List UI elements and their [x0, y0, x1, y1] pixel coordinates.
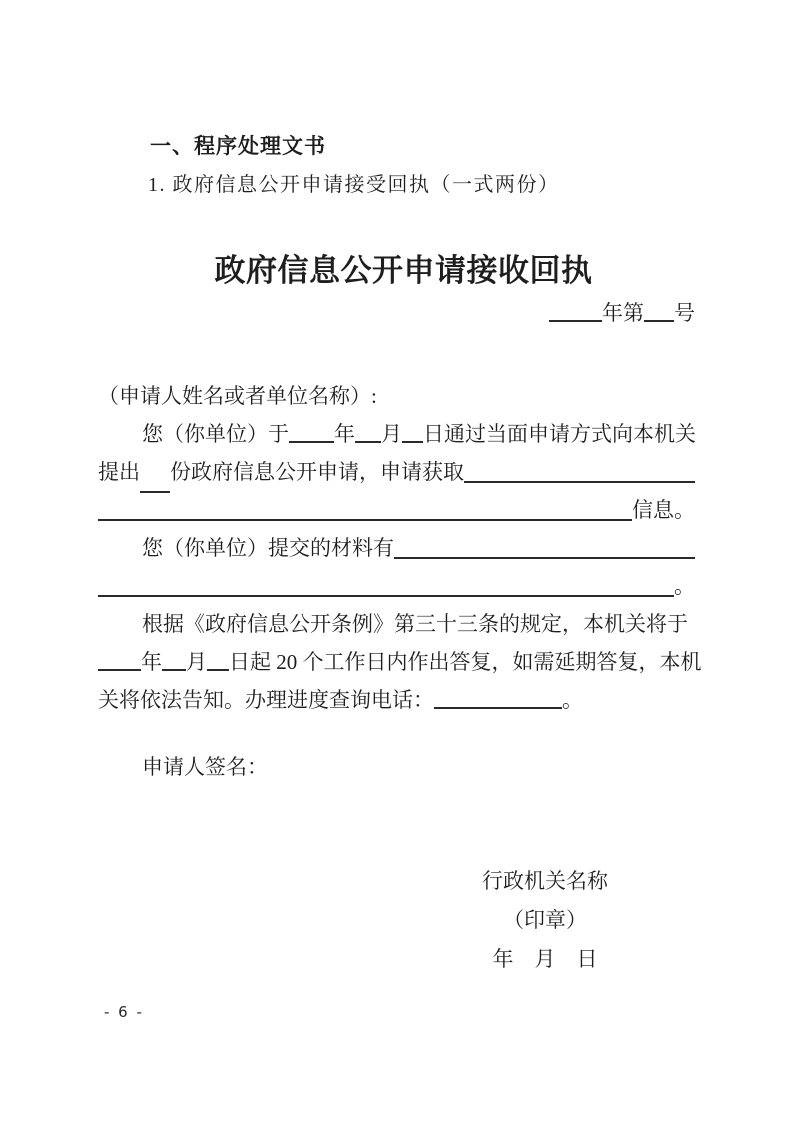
materials-blank-1: [394, 555, 695, 559]
apply-year-blank: [289, 439, 334, 443]
item-1-label: 1. 政府信息公开申请接受回执（一式两份）: [148, 174, 560, 196]
materials-blank-2: [98, 593, 674, 597]
para2-line1-pre: 您（你单位）提交的材料有: [142, 536, 394, 560]
doc-number-num-blank: [644, 318, 674, 322]
closing-block: [435, 862, 655, 979]
para3-line1-text: 根据《政府信息公开条例》第三十三条的规定，本机关将于: [142, 612, 688, 636]
doc-number-line: [98, 299, 695, 327]
para2-line2: [98, 567, 695, 605]
phone-number-blank: [434, 705, 562, 709]
para1-line2-mid: 份政府信息公开申请，申请获取: [170, 460, 464, 484]
para3-month-label: 月: [186, 650, 207, 674]
section-heading: 一、程序处理文书: [150, 135, 326, 158]
para1-line1: [98, 415, 695, 453]
apply-month-blank: [355, 439, 381, 443]
closing-date-line: 年 月 日: [492, 947, 598, 971]
signature-label: 申请人签名：: [142, 755, 268, 779]
para1-month-label: 月: [381, 422, 402, 446]
signature-line: [98, 748, 695, 786]
para3-line1: [98, 605, 695, 643]
copies-count-blank: [140, 489, 170, 493]
para3-line2: [98, 643, 702, 681]
requested-info-blank-1: [464, 479, 695, 483]
seal-line: （印章）: [503, 908, 587, 932]
para1-year-label: 年: [334, 422, 355, 446]
doc-number-year-label: 年第: [602, 301, 644, 325]
agency-name-line: 行政机关名称: [482, 869, 608, 893]
salutation-text: （申请人姓名或者单位名称）:: [98, 384, 377, 408]
para1-line1-pre: 您（你单位）于: [142, 422, 289, 446]
para3-line3: [98, 681, 695, 719]
page-number: - 6 -: [104, 1003, 144, 1021]
para3-line2-post: 日起 20 个工作日内作出答复，如需延期答复，本机: [229, 650, 702, 674]
doc-number-year-blank: [549, 318, 602, 322]
para2-line1: [98, 529, 695, 567]
receipt-title: 政府信息公开申请接收回执: [214, 253, 593, 288]
para3-line3-end: 。: [562, 688, 583, 712]
reply-month-blank: [162, 667, 186, 671]
salutation-line: [98, 377, 695, 415]
para1-line1-post: 日通过当面申请方式向本机关: [423, 422, 696, 446]
reply-day-blank: [207, 667, 229, 671]
receipt-document: [0, 133, 793, 979]
para2-line2-end: 。: [674, 574, 695, 598]
apply-day-blank: [402, 439, 423, 443]
receipt-body: [98, 377, 702, 719]
reply-year-blank: [98, 667, 141, 671]
doc-number-num-label: 号: [674, 301, 695, 325]
para1-line2: [98, 453, 695, 491]
para1-line2-pre: 提出: [98, 460, 140, 484]
para1-line3-end: 信息。: [632, 498, 695, 522]
para1-line3: [98, 491, 695, 529]
requested-info-blank-2: [98, 517, 632, 521]
para3-year-label: 年: [141, 650, 162, 674]
para3-line3-pre: 关将依法告知。办理进度查询电话：: [98, 688, 434, 712]
